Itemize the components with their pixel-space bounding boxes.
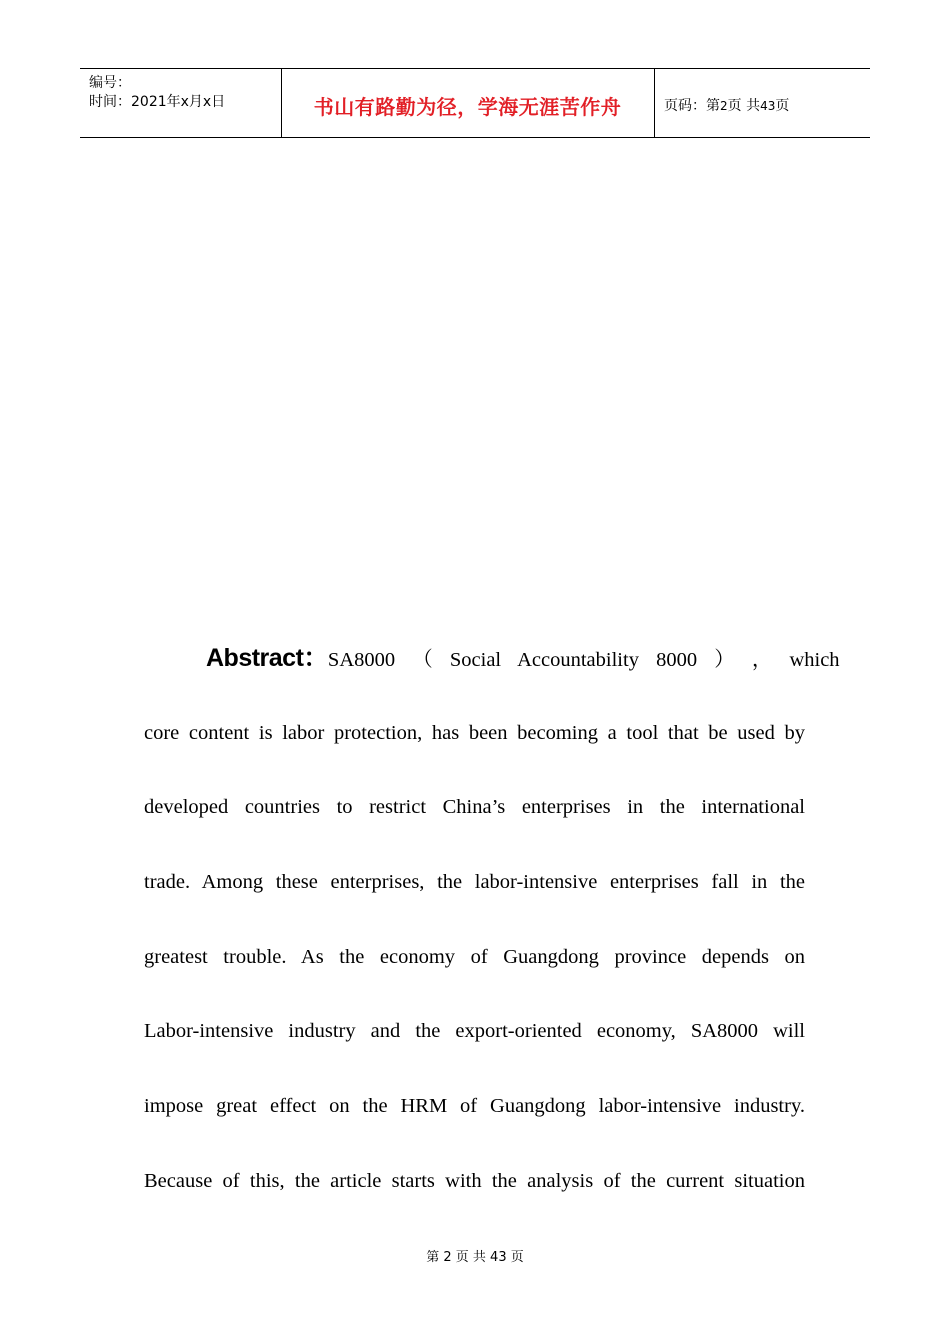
- abstract-line-text: SA8000 （ Social Accountability 8000 ） ， which: [327, 649, 840, 671]
- header-page-cell: [655, 69, 870, 137]
- header-motto: 书山有路勤为径，学海无涯苦作舟: [313, 95, 622, 119]
- page-header: [80, 68, 870, 138]
- footer-page-number: 第 2 页 共 43 页: [426, 1250, 524, 1265]
- page-code-current: 2: [720, 99, 728, 113]
- abstract-line: developed countries to restrict China’s enterprises in the international: [144, 796, 805, 819]
- page-code-mid: 页 共: [727, 98, 761, 114]
- page-code-suffix: 页: [775, 98, 790, 114]
- document-number-label: 编号：: [89, 75, 131, 91]
- abstract-line: [144, 636, 840, 711]
- page-code-prefix: 页码：第: [664, 98, 720, 114]
- abstract-label: Abstract：: [206, 644, 328, 672]
- abstract-line: impose great effect on the HRM of Guangdong labor-intensive industry.: [144, 1095, 805, 1118]
- abstract-line: trade. Among these enterprises, the labor-intensive enterprises fall in the: [144, 871, 805, 894]
- header-motto-cell: [281, 69, 655, 137]
- abstract-line: Because of this, the article starts with the analysis of the current situation: [144, 1169, 805, 1192]
- header-info-cell: [80, 69, 282, 137]
- abstract-line: greatest trouble. As the economy of Guangdong province depends on: [144, 945, 805, 968]
- page-code-total: 43: [760, 99, 776, 113]
- document-date-label: 时间：2021年x月x日: [89, 94, 226, 110]
- abstract-line: core content is labor protection, has been becoming a tool that be used by: [144, 721, 805, 744]
- page-footer: [0, 1246, 950, 1265]
- header-page-code: [664, 95, 789, 115]
- abstract-paragraph: [144, 636, 840, 1234]
- abstract-line: Labor-intensive industry and the export-oriented economy, SA8000 will: [144, 1020, 805, 1043]
